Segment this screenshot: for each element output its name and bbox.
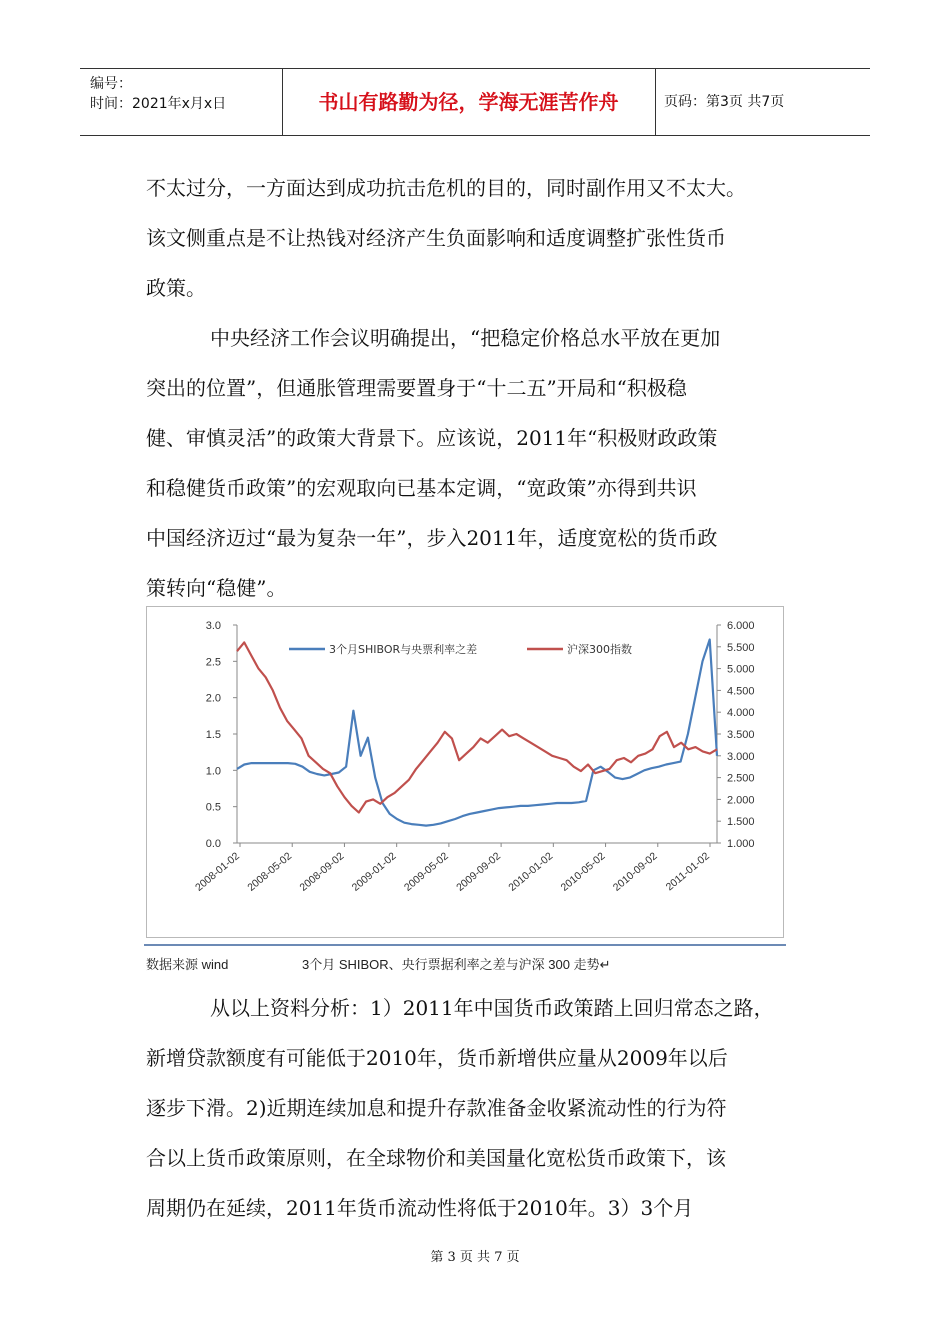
right-axis-tick-label: 5.000 <box>727 663 755 676</box>
left-axis-tick-label: 0.0 <box>205 838 221 850</box>
chart-figure <box>146 606 784 938</box>
paragraph-line: 中国经济迈过“最为复杂一年”，步入2011年，适度宽松的货币政 <box>146 526 718 550</box>
legend-label: 3个月SHIBOR与央票利率之差 <box>329 643 478 656</box>
right-axis-tick-label: 2.500 <box>727 772 755 785</box>
x-axis-tick-label: 2009-09-02 <box>454 850 504 894</box>
right-axis-tick-label: 1.000 <box>727 838 755 850</box>
time-label: 时间：2021年x月x日 <box>90 96 227 112</box>
paragraph-line: 中央经济工作会议明确提出，“把稳定价格总水平放在更加 <box>210 326 721 350</box>
x-axis-tick-label: 2009-05-02 <box>401 850 451 894</box>
header-motto: 书山有路勤为径，学海无涯苦作舟 <box>282 69 656 135</box>
right-axis-tick-label: 4.000 <box>727 707 755 720</box>
right-axis-tick-label: 5.500 <box>727 641 755 654</box>
right-axis-tick-label: 6.000 <box>727 620 755 632</box>
paragraph-line: 新增贷款额度有可能低于2010年，货币新增供应量从2009年以后 <box>146 1046 728 1070</box>
paragraph-line: 突出的位置”，但通胀管理需要置身于“十二五”开局和“积极稳 <box>146 376 687 400</box>
right-axis-tick-label: 3.000 <box>727 750 755 763</box>
x-axis-tick-label: 2008-09-02 <box>297 850 347 894</box>
paragraph-line: 不太过分，一方面达到成功抗击危机的目的，同时副作用又不太大。 <box>146 176 746 200</box>
left-axis-tick-label: 1.5 <box>205 729 221 741</box>
caption-title: 3个月 SHIBOR、央行票据利率之差与沪深 300 走势↵ <box>302 957 611 972</box>
x-axis-tick-label: 2010-01-02 <box>506 850 556 894</box>
x-axis-tick-label: 2009-01-02 <box>349 850 399 894</box>
x-axis-tick-label: 2008-05-02 <box>245 850 295 894</box>
right-axis-tick-label: 3.500 <box>727 729 755 741</box>
right-axis-tick-label: 1.500 <box>727 816 755 829</box>
left-axis-tick-label: 0.5 <box>205 801 221 814</box>
paragraph-line: 和稳健货币政策”的宏观取向已基本定调，“宽政策”亦得到共识 <box>146 476 697 500</box>
chart-rule <box>144 944 786 946</box>
paragraph-line: 政策。 <box>146 276 206 300</box>
caption-source: 数据来源 wind <box>146 957 229 972</box>
paragraph-line: 周期仍在延续，2011年货币流动性将低于2010年。3）3个月 <box>146 1196 694 1220</box>
page-header <box>80 68 870 136</box>
page-footer: 第 3 页 共 7 页 <box>430 1250 520 1265</box>
left-axis-tick-label: 3.0 <box>205 620 221 632</box>
paragraph-line: 逐步下滑。2)近期连续加息和提升存款准备金收紧流动性的行为符 <box>146 1096 727 1120</box>
legend-label: 沪深300指数 <box>567 643 632 656</box>
header-meta-cell <box>80 69 283 135</box>
paragraph-line: 该文侧重点是不让热钱对经济产生负面影响和适度调整扩张性货币 <box>146 226 726 250</box>
header-page-label: 页码：第3页 共7页 <box>664 94 785 110</box>
chart-svg <box>147 607 783 937</box>
csi300-index-line <box>237 642 717 812</box>
x-axis-tick-label: 2008-01-02 <box>193 850 242 894</box>
left-axis-tick-label: 1.0 <box>205 765 221 778</box>
x-axis-tick-label: 2011-01-02 <box>663 850 712 894</box>
shibor-spread-line <box>237 640 717 826</box>
paragraph-line: 策转向“稳健”。 <box>146 576 287 600</box>
x-axis-tick-label: 2010-05-02 <box>558 850 608 894</box>
right-axis-tick-label: 2.000 <box>727 794 755 807</box>
x-axis-tick-label: 2010-09-02 <box>610 850 660 894</box>
paragraph-line: 健、审慎灵活”的政策大背景下。应该说，2011年“积极财政政策 <box>146 426 718 450</box>
left-axis-tick-label: 2.5 <box>205 656 221 669</box>
code-label: 编号： <box>90 76 132 92</box>
paragraph-line: 合以上货币政策原则，在全球物价和美国量化宽松货币政策下，该 <box>146 1146 726 1170</box>
right-axis-tick-label: 4.500 <box>727 685 755 698</box>
paragraph-line: 从以上资料分析：1）2011年中国货币政策踏上回归常态之路， <box>210 996 774 1020</box>
left-axis-tick-label: 2.0 <box>205 692 221 705</box>
